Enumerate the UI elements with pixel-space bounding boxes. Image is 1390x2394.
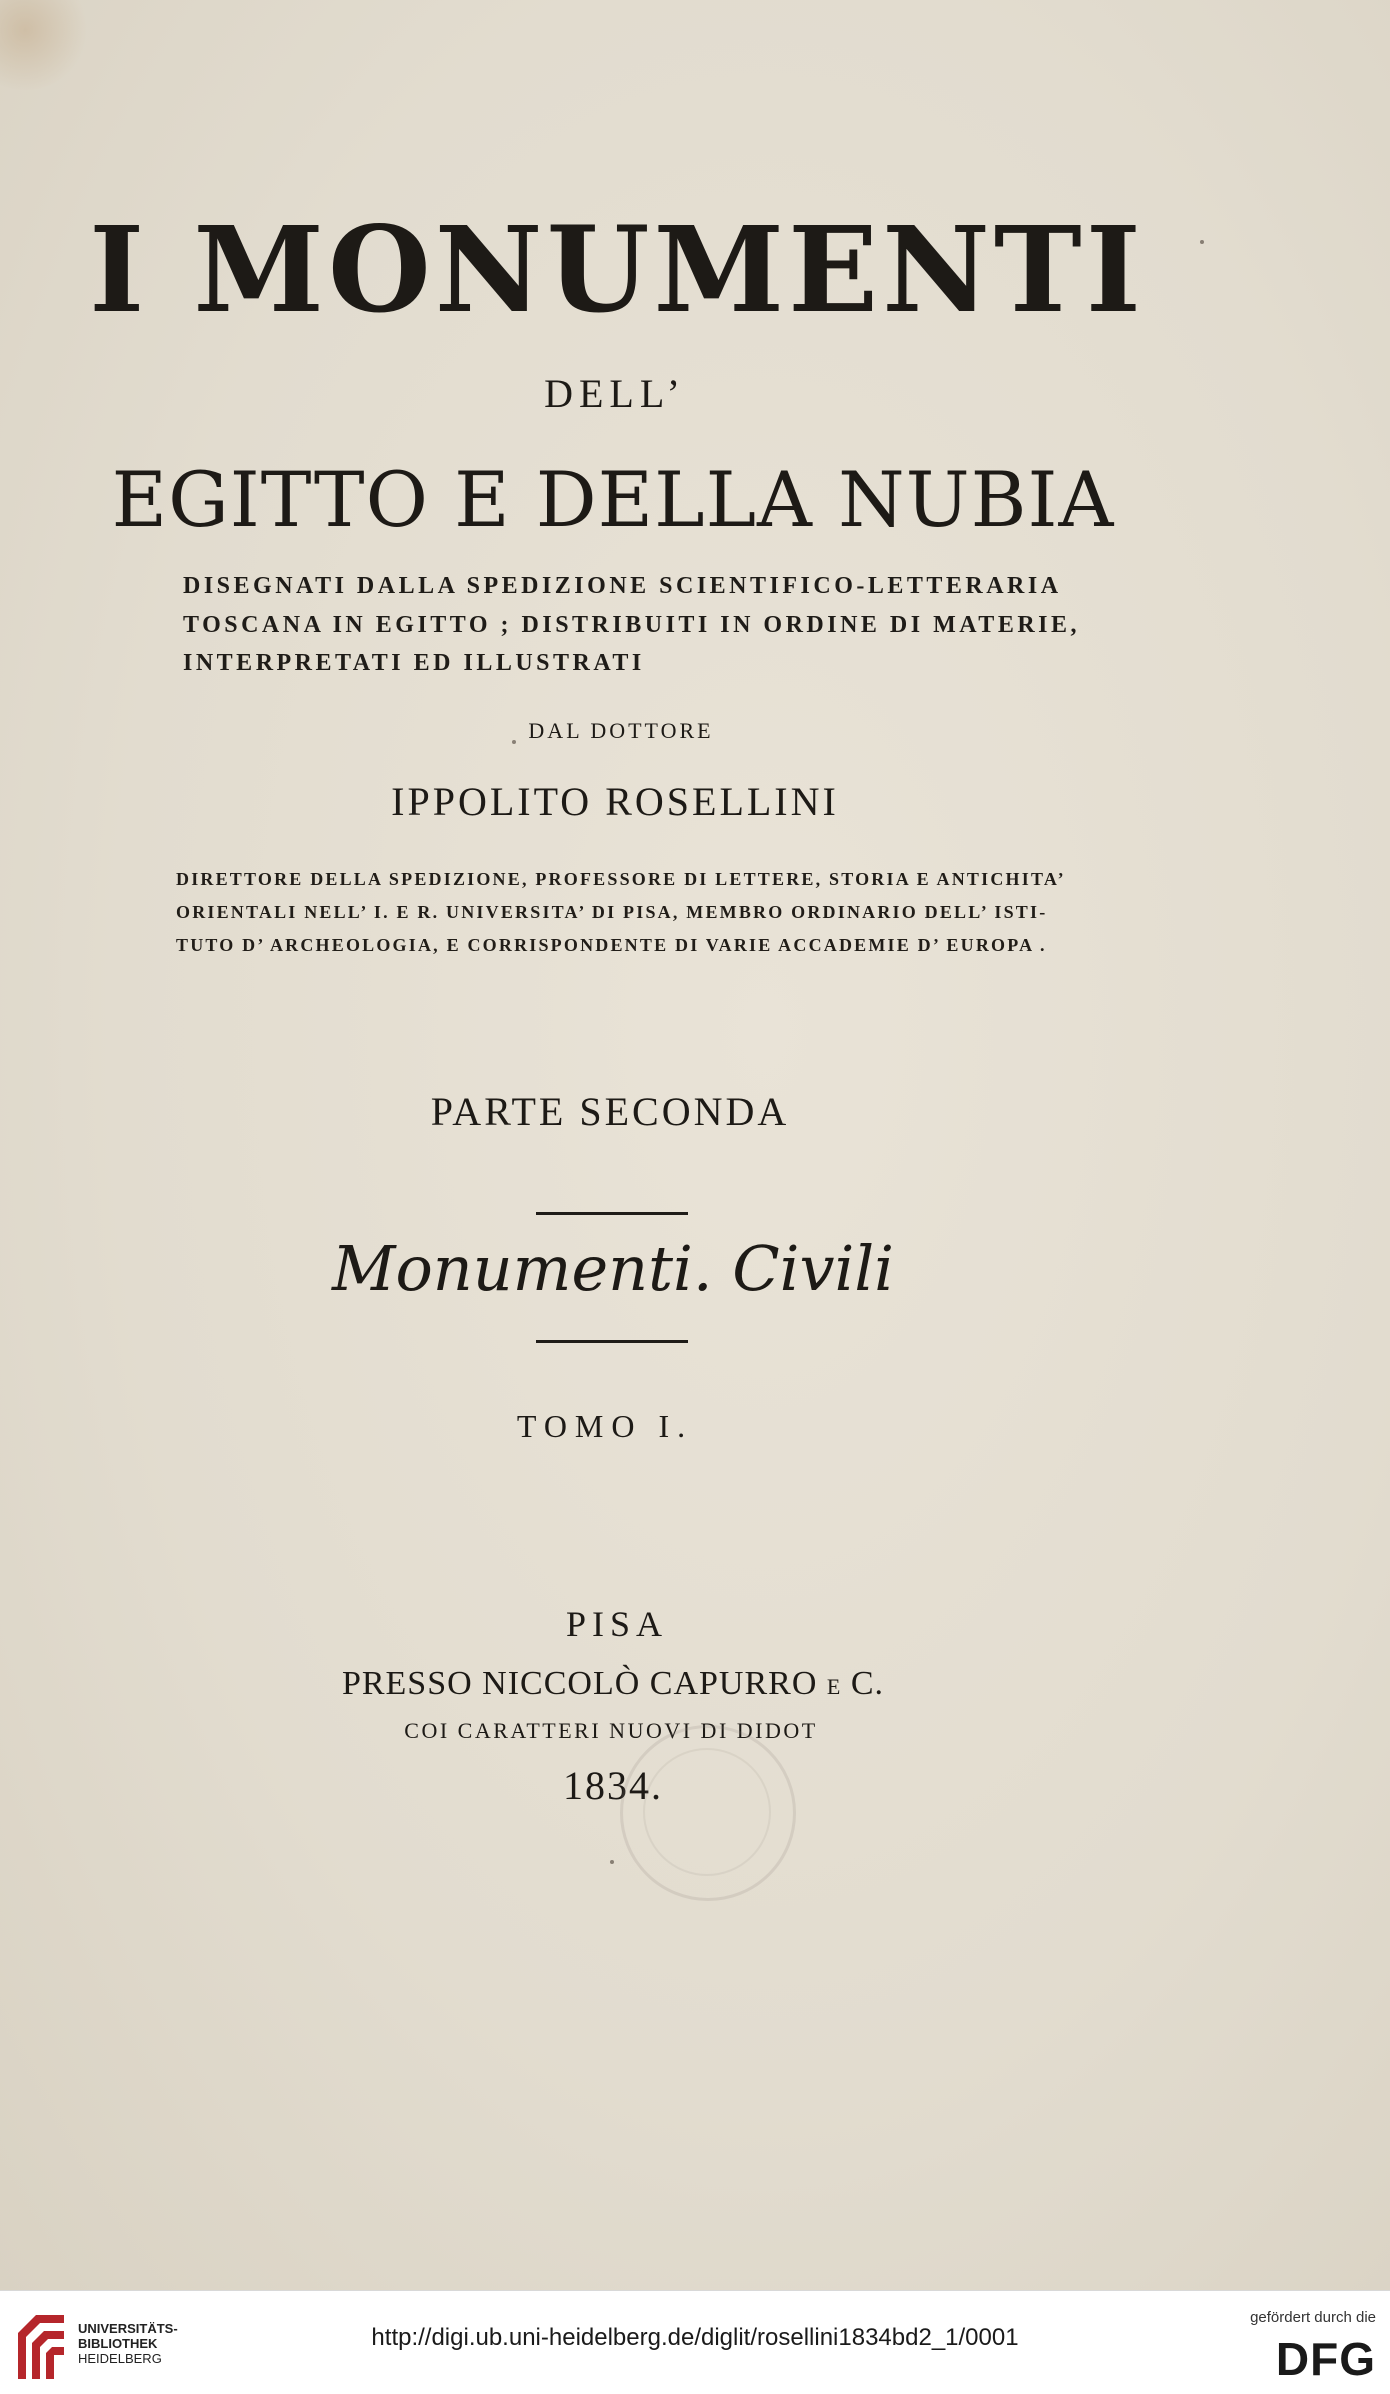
viewer-footer [0, 2290, 1390, 2394]
italic-subtitle: Monumenti. Civili [331, 1232, 895, 1305]
logo-line-3: HEIDELBERG [78, 2351, 162, 2366]
description-line-2: TOSCANA IN EGITTO ; DISTRIBUITI IN ORDINE DI MATERIE, [183, 612, 1081, 638]
publisher-name: PRESSO NICCOLÒ CAPURRO [341, 1665, 818, 1702]
paper-stain [0, 0, 90, 90]
rule-bottom [536, 1340, 688, 1343]
permalink-url[interactable]: http://digi.ub.uni-heidelberg.de/diglit/rosellini1834bd2_1/0001 [371, 2324, 1019, 2351]
dfg-logo[interactable]: DFG [1275, 2333, 1376, 2385]
main-title: I MONUMENTI [89, 200, 1145, 339]
publisher-company: C. [850, 1665, 885, 1702]
library-stamp [620, 1725, 796, 1901]
speck [1200, 240, 1204, 244]
volume-label: TOMO I. [516, 1408, 694, 1444]
logo-line-2: BIBLIOTHEK [78, 2336, 158, 2351]
imprint-publisher [0, 1665, 1308, 1703]
parte-heading: PARTE SECONDA [430, 1089, 790, 1134]
imprint-printer: COI CARATTERI NUOVI DI DIDOT [404, 1718, 818, 1743]
speck [610, 1860, 614, 1864]
title-connector: DELL’ [544, 371, 686, 416]
publisher-conjunction: E [826, 1674, 842, 1699]
credentials-line-1: DIRETTORE DELLA SPEDIZIONE, PROFESSORE DI LETTERE, STORIA E ANTICHITA’ [176, 869, 1066, 889]
author-name: IPPOLITO ROSELLINI [391, 779, 839, 824]
imprint-year: 1834. [563, 1763, 663, 1808]
credentials-line-2: ORIENTALI NELL’ I. E R. UNIVERSITA’ DI PISA, MEMBRO ORDINARIO DELL’ ISTI- [176, 902, 1048, 922]
library-stamp-inner [643, 1748, 771, 1876]
description-line-1: DISEGNATI DALLA SPEDIZIONE SCIENTIFICO-LETTERARIA [183, 573, 1062, 599]
rule-top [536, 1212, 688, 1215]
logo-line-1: UNIVERSITÄTS- [78, 2321, 178, 2336]
imprint-city: PISA [565, 1604, 669, 1644]
speck [512, 740, 516, 744]
funding-note: gefördert durch die [1250, 2309, 1376, 2326]
credentials-line-3: TUTO D’ ARCHEOLOGIA, E CORRISPONDENTE DI VARIE ACCADEMIE D’ EUROPA . [176, 935, 1047, 955]
subtitle: EGITTO E DELLA NUBIA [111, 455, 1115, 544]
description-line-3: INTERPRETATI ED ILLUSTRATI [183, 650, 645, 676]
dal-dottore: DAL DOTTORE [528, 718, 714, 743]
